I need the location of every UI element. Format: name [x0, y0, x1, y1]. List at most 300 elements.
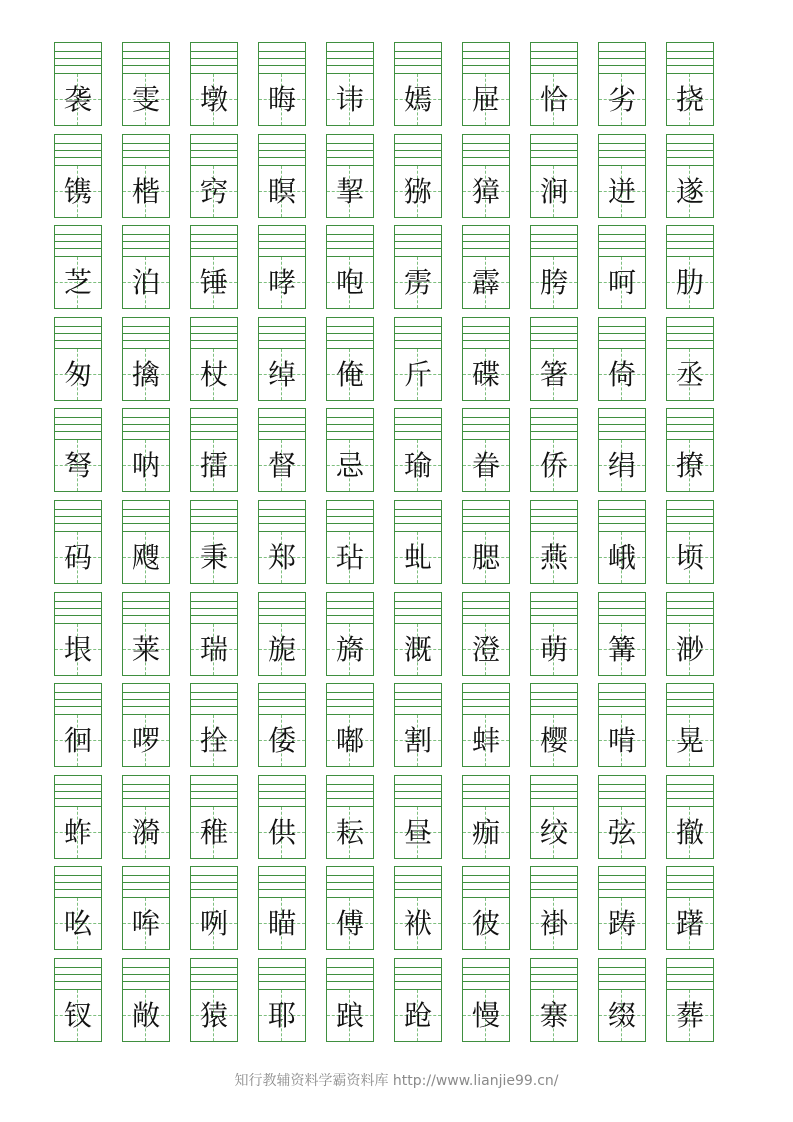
pinyin-line	[327, 241, 373, 242]
char-cell	[394, 317, 442, 401]
pinyin-line	[395, 706, 441, 707]
pinyin-line	[531, 157, 577, 158]
char-cell	[598, 500, 646, 584]
pinyin-lines	[531, 135, 577, 166]
char-cell	[122, 317, 170, 401]
char-cell	[54, 317, 102, 401]
pinyin-line	[395, 417, 441, 418]
pinyin-lines	[191, 684, 237, 715]
pinyin-lines	[327, 135, 373, 166]
pinyin-line	[259, 608, 305, 609]
pinyin-lines	[599, 226, 645, 257]
hanzi-box	[463, 990, 509, 1041]
pinyin-line	[599, 798, 645, 799]
hanzi-character: 峨	[607, 541, 636, 574]
pinyin-line	[55, 981, 101, 982]
pinyin-line	[191, 333, 237, 334]
char-cell	[190, 592, 238, 676]
pinyin-line	[55, 333, 101, 334]
char-cell	[122, 592, 170, 676]
pinyin-line	[327, 882, 373, 883]
pinyin-line	[531, 523, 577, 524]
hanzi-box	[327, 166, 373, 217]
pinyin-line	[123, 784, 169, 785]
hanzi-character: 瑜	[403, 449, 432, 483]
hanzi-character: 丞	[675, 357, 704, 391]
pinyin-line	[531, 798, 577, 799]
pinyin-lines	[259, 226, 305, 257]
hanzi-character: 渺	[675, 632, 704, 666]
hanzi-box	[395, 898, 441, 949]
char-cell	[462, 500, 510, 584]
pinyin-lines	[599, 318, 645, 349]
pinyin-line	[123, 692, 169, 693]
pinyin-line	[55, 157, 101, 158]
char-cell	[258, 683, 306, 767]
pinyin-line	[327, 791, 373, 792]
hanzi-character: 昼	[403, 815, 432, 849]
pinyin-line	[191, 150, 237, 151]
hanzi-character: 撤	[675, 815, 704, 849]
pinyin-line	[531, 65, 577, 66]
pinyin-line	[191, 417, 237, 418]
pinyin-line	[667, 65, 713, 66]
pinyin-line	[259, 509, 305, 510]
pinyin-lines	[531, 43, 577, 74]
hanzi-character: 踌	[607, 907, 636, 941]
pinyin-lines	[599, 593, 645, 624]
pinyin-line	[259, 431, 305, 432]
pinyin-line	[463, 974, 509, 975]
pinyin-line	[667, 516, 713, 517]
pinyin-lines	[55, 776, 101, 807]
pinyin-line	[327, 974, 373, 975]
hanzi-box	[55, 532, 101, 583]
char-cell	[122, 775, 170, 859]
hanzi-box	[531, 74, 577, 125]
hanzi-character: 遂	[675, 174, 704, 208]
pinyin-line	[259, 699, 305, 700]
hanzi-character: 恰	[539, 83, 568, 116]
pinyin-line	[599, 699, 645, 700]
char-cell	[190, 775, 238, 859]
pinyin-line	[599, 706, 645, 707]
pinyin-line	[55, 692, 101, 693]
pinyin-line	[191, 798, 237, 799]
pinyin-line	[463, 601, 509, 602]
pinyin-line	[531, 889, 577, 890]
pinyin-line	[531, 326, 577, 327]
pinyin-line	[395, 981, 441, 982]
pinyin-line	[327, 615, 373, 616]
pinyin-line	[599, 241, 645, 242]
pinyin-line	[327, 509, 373, 510]
hanzi-box	[191, 532, 237, 583]
pinyin-line	[667, 340, 713, 341]
hanzi-box	[463, 257, 509, 308]
pinyin-line	[327, 516, 373, 517]
pinyin-line	[123, 981, 169, 982]
pinyin-line	[191, 889, 237, 890]
pinyin-line	[463, 248, 509, 249]
hanzi-box	[259, 440, 305, 491]
pinyin-lines	[191, 867, 237, 898]
pinyin-line	[259, 967, 305, 968]
char-cell	[258, 408, 306, 492]
hanzi-box	[123, 257, 169, 308]
hanzi-character: 码	[63, 541, 92, 574]
pinyin-lines	[667, 318, 713, 349]
pinyin-lines	[463, 684, 509, 715]
pinyin-line	[395, 58, 441, 59]
hanzi-character: 彼	[471, 907, 500, 941]
pinyin-lines	[327, 959, 373, 990]
pinyin-line	[123, 65, 169, 66]
char-cell	[54, 592, 102, 676]
pinyin-lines	[395, 318, 441, 349]
pinyin-line	[395, 516, 441, 517]
pinyin-line	[599, 51, 645, 52]
hanzi-box	[327, 257, 373, 308]
pinyin-line	[327, 798, 373, 799]
hanzi-character: 斤	[403, 357, 432, 391]
pinyin-line	[599, 340, 645, 341]
hanzi-box	[531, 715, 577, 766]
pinyin-line	[191, 875, 237, 876]
pinyin-line	[531, 431, 577, 432]
pinyin-line	[667, 784, 713, 785]
pinyin-line	[327, 234, 373, 235]
hanzi-character: 缀	[607, 999, 636, 1032]
hanzi-character: 徊	[63, 724, 92, 758]
hanzi-character: 蚌	[471, 724, 500, 758]
pinyin-line	[259, 417, 305, 418]
hanzi-character: 咧	[199, 907, 228, 941]
char-cell	[122, 408, 170, 492]
hanzi-character: 腮	[471, 541, 500, 574]
hanzi-character: 漪	[131, 815, 160, 849]
pinyin-line	[599, 889, 645, 890]
pinyin-line	[55, 516, 101, 517]
pinyin-line	[463, 706, 509, 707]
pinyin-line	[327, 784, 373, 785]
pinyin-line	[327, 699, 373, 700]
char-cell	[598, 42, 646, 126]
pinyin-line	[599, 333, 645, 334]
pinyin-line	[55, 340, 101, 341]
pinyin-line	[55, 875, 101, 876]
hanzi-box	[123, 898, 169, 949]
pinyin-line	[259, 974, 305, 975]
hanzi-box	[123, 440, 169, 491]
hanzi-character: 督	[267, 449, 296, 483]
pinyin-line	[259, 248, 305, 249]
pinyin-line	[259, 706, 305, 707]
hanzi-box	[531, 807, 577, 858]
pinyin-line	[395, 241, 441, 242]
pinyin-line	[463, 509, 509, 510]
pinyin-line	[55, 417, 101, 418]
pinyin-line	[531, 784, 577, 785]
pinyin-lines	[463, 43, 509, 74]
hanzi-box	[599, 532, 645, 583]
char-cell	[258, 317, 306, 401]
pinyin-line	[327, 417, 373, 418]
pinyin-line	[531, 791, 577, 792]
pinyin-line	[395, 967, 441, 968]
hanzi-character: 耶	[267, 999, 296, 1032]
pinyin-line	[55, 882, 101, 883]
pinyin-line	[191, 424, 237, 425]
pinyin-line	[599, 615, 645, 616]
pinyin-line	[531, 424, 577, 425]
hanzi-character: 锤	[199, 266, 228, 300]
pinyin-line	[259, 58, 305, 59]
char-cell	[666, 134, 714, 218]
pinyin-line	[463, 424, 509, 425]
hanzi-character: 獐	[471, 174, 500, 208]
pinyin-line	[667, 699, 713, 700]
pinyin-line	[531, 699, 577, 700]
pinyin-line	[667, 889, 713, 890]
pinyin-lines	[667, 43, 713, 74]
char-cell	[122, 958, 170, 1042]
hanzi-character: 秉	[199, 541, 228, 574]
hanzi-character: 躇	[675, 907, 704, 941]
pinyin-line	[123, 791, 169, 792]
hanzi-character: 晦	[267, 83, 296, 116]
pinyin-line	[395, 882, 441, 883]
pinyin-line	[191, 615, 237, 616]
pinyin-lines	[531, 867, 577, 898]
pinyin-line	[395, 431, 441, 432]
pinyin-line	[327, 51, 373, 52]
char-cell	[122, 134, 170, 218]
pinyin-line	[259, 875, 305, 876]
char-cell	[258, 775, 306, 859]
pinyin-line	[599, 981, 645, 982]
hanzi-character: 篝	[607, 632, 636, 666]
pinyin-line	[667, 601, 713, 602]
pinyin-line	[667, 608, 713, 609]
char-cell	[598, 866, 646, 950]
char-cell	[190, 683, 238, 767]
pinyin-line	[599, 882, 645, 883]
pinyin-line	[191, 241, 237, 242]
hanzi-box	[123, 532, 169, 583]
pinyin-line	[123, 143, 169, 144]
hanzi-box	[327, 349, 373, 400]
pinyin-line	[55, 523, 101, 524]
hanzi-box	[327, 624, 373, 675]
pinyin-line	[463, 417, 509, 418]
char-cell	[598, 317, 646, 401]
hanzi-character: 倚	[607, 357, 636, 391]
pinyin-line	[327, 981, 373, 982]
pinyin-line	[599, 967, 645, 968]
pinyin-lines	[55, 135, 101, 166]
pinyin-line	[191, 981, 237, 982]
hanzi-character: 耘	[335, 815, 364, 849]
hanzi-character: 晃	[675, 724, 704, 758]
pinyin-line	[327, 326, 373, 327]
pinyin-line	[395, 889, 441, 890]
hanzi-box	[463, 532, 509, 583]
hanzi-character: 吆	[63, 907, 92, 941]
hanzi-box	[531, 898, 577, 949]
pinyin-line	[55, 699, 101, 700]
hanzi-character: 咆	[335, 266, 364, 300]
pinyin-line	[395, 248, 441, 249]
hanzi-box	[259, 257, 305, 308]
pinyin-line	[259, 51, 305, 52]
pinyin-line	[123, 51, 169, 52]
hanzi-character: 溉	[403, 632, 432, 666]
pinyin-line	[531, 51, 577, 52]
pinyin-line	[259, 157, 305, 158]
char-cell	[462, 225, 510, 309]
char-cell	[394, 592, 442, 676]
pinyin-line	[55, 424, 101, 425]
char-cell	[462, 683, 510, 767]
pinyin-lines	[599, 684, 645, 715]
pinyin-lines	[259, 409, 305, 440]
hanzi-character: 侨	[539, 449, 568, 483]
pinyin-line	[599, 326, 645, 327]
char-cell	[462, 958, 510, 1042]
hanzi-character: 割	[403, 724, 432, 758]
pinyin-line	[599, 234, 645, 235]
pinyin-line	[191, 509, 237, 510]
hanzi-box	[191, 349, 237, 400]
pinyin-line	[55, 150, 101, 151]
pinyin-lines	[55, 959, 101, 990]
pinyin-lines	[123, 776, 169, 807]
hanzi-box	[259, 532, 305, 583]
pinyin-line	[599, 431, 645, 432]
pinyin-line	[191, 58, 237, 59]
pinyin-line	[667, 981, 713, 982]
pinyin-line	[395, 615, 441, 616]
hanzi-character: 涧	[539, 174, 568, 208]
pinyin-lines	[599, 409, 645, 440]
pinyin-lines	[123, 501, 169, 532]
char-cell	[462, 408, 510, 492]
hanzi-character: 褂	[539, 907, 568, 941]
pinyin-lines	[395, 593, 441, 624]
pinyin-lines	[395, 867, 441, 898]
pinyin-lines	[259, 593, 305, 624]
hanzi-character: 弦	[607, 815, 636, 849]
hanzi-box	[667, 898, 713, 949]
pinyin-line	[123, 150, 169, 151]
pinyin-lines	[667, 135, 713, 166]
pinyin-line	[395, 65, 441, 66]
pinyin-line	[55, 58, 101, 59]
pinyin-lines	[395, 776, 441, 807]
char-cell	[54, 42, 102, 126]
hanzi-box	[55, 74, 101, 125]
char-cell	[666, 225, 714, 309]
hanzi-box	[123, 166, 169, 217]
hanzi-box	[55, 624, 101, 675]
pinyin-line	[259, 241, 305, 242]
char-cell	[326, 42, 374, 126]
pinyin-line	[123, 340, 169, 341]
hanzi-box	[191, 624, 237, 675]
hanzi-character: 挈	[335, 174, 364, 208]
hanzi-character: 瞑	[267, 174, 296, 208]
pinyin-line	[667, 333, 713, 334]
pinyin-line	[259, 791, 305, 792]
hanzi-box	[191, 715, 237, 766]
pinyin-lines	[667, 226, 713, 257]
pinyin-line	[531, 417, 577, 418]
hanzi-character: 呵	[607, 266, 636, 300]
pinyin-lines	[599, 501, 645, 532]
pinyin-line	[123, 608, 169, 609]
hanzi-character: 镌	[63, 174, 92, 208]
pinyin-line	[395, 692, 441, 693]
pinyin-line	[531, 333, 577, 334]
hanzi-character: 痂	[471, 815, 500, 849]
char-cell	[54, 408, 102, 492]
hanzi-box	[599, 898, 645, 949]
pinyin-line	[463, 875, 509, 876]
char-cell	[598, 958, 646, 1042]
pinyin-line	[463, 981, 509, 982]
hanzi-character: 杖	[199, 357, 228, 391]
pinyin-line	[259, 340, 305, 341]
char-cell	[190, 408, 238, 492]
pinyin-line	[463, 326, 509, 327]
pinyin-line	[463, 333, 509, 334]
hanzi-character: 眷	[471, 449, 500, 483]
pinyin-line	[667, 875, 713, 876]
pinyin-line	[395, 784, 441, 785]
hanzi-box	[395, 74, 441, 125]
pinyin-lines	[55, 43, 101, 74]
hanzi-character: 讳	[335, 83, 364, 116]
pinyin-lines	[395, 684, 441, 715]
char-cell	[258, 500, 306, 584]
pinyin-lines	[327, 226, 373, 257]
hanzi-box	[191, 166, 237, 217]
hanzi-character: 袱	[403, 907, 432, 941]
pinyin-line	[259, 615, 305, 616]
pinyin-line	[55, 601, 101, 602]
hanzi-character: 弩	[63, 449, 92, 483]
pinyin-line	[123, 523, 169, 524]
pinyin-lines	[55, 867, 101, 898]
pinyin-line	[667, 234, 713, 235]
char-cell	[54, 958, 102, 1042]
hanzi-box	[191, 257, 237, 308]
pinyin-lines	[191, 593, 237, 624]
pinyin-lines	[191, 959, 237, 990]
pinyin-line	[599, 58, 645, 59]
char-cell	[666, 42, 714, 126]
pinyin-lines	[667, 684, 713, 715]
hanzi-box	[123, 807, 169, 858]
pinyin-line	[327, 143, 373, 144]
pinyin-line	[327, 340, 373, 341]
pinyin-line	[259, 143, 305, 144]
hanzi-box	[123, 990, 169, 1041]
pinyin-line	[259, 889, 305, 890]
hanzi-box	[259, 624, 305, 675]
hanzi-box	[327, 715, 373, 766]
